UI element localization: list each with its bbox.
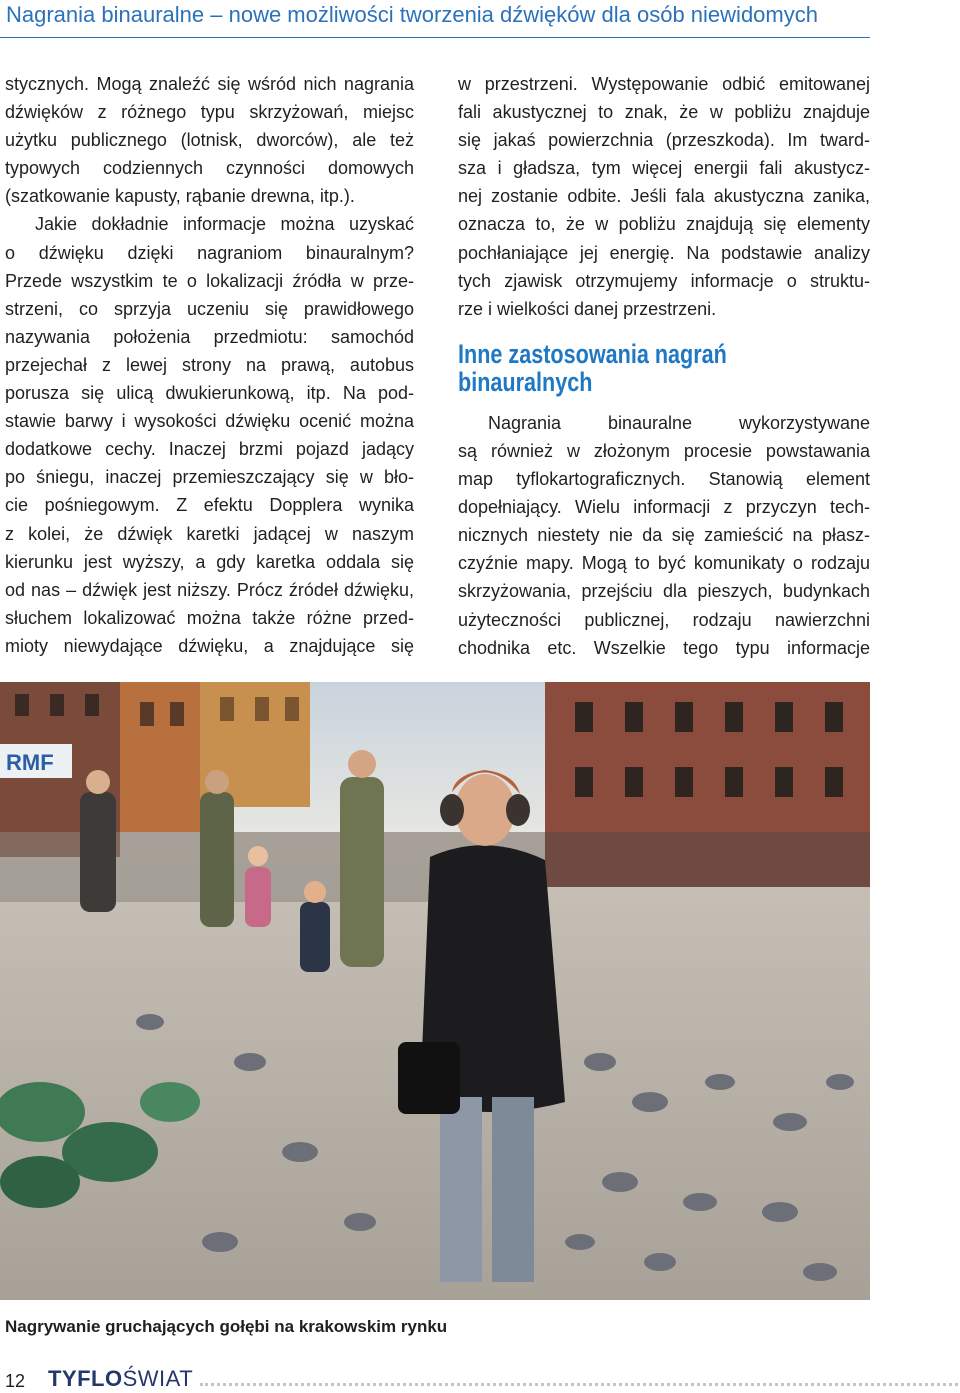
page-number: 12: [5, 1371, 26, 1391]
right-column: [458, 70, 870, 662]
text-line: mioty niewydające dźwięku, a znajdujące się: [5, 635, 414, 656]
text-line: strzeni, co sprzyja uczeniu się prawidłowego: [5, 298, 414, 319]
logo-light-part: ŚWIAT: [122, 1366, 194, 1391]
text-line: stycznych. Mogą znaleźć się wśród nich nagrania: [5, 74, 414, 94]
text-line: chodnika etc. Wszelkie tego typu informacje: [458, 637, 870, 658]
text-line: dodatkowe cechy. Inaczej brzmi pojazd jadący: [5, 439, 414, 460]
text-line: skrzyżowania, przejściu dla pieszych, budynkach: [458, 581, 870, 602]
magazine-logo: [48, 1366, 193, 1392]
text-line: dźwięków z różnego typu skrzyżowań, miejsc: [5, 102, 414, 123]
sign-text: RMF: [6, 750, 54, 775]
text-line: nicznych niestety nie da się zamieścić na płasz-: [458, 525, 870, 546]
text-line: tych zjawisk otrzymujemy informacje o struktu-: [458, 270, 870, 291]
text-line: od nas – dźwięk jest niższy. Prócz źródeł dźwięku,: [5, 579, 414, 600]
figure-caption: Nagrywanie gruchających gołębi na krakowskim rynku: [5, 1317, 448, 1336]
building-right: [545, 682, 870, 887]
section-heading-line: Inne zastosowania nagrań: [458, 338, 727, 369]
text-line: przejechał z lewej strony na prawą, autobus: [5, 354, 414, 375]
text-line: w przestrzeni. Występowanie odbić emitowanej: [458, 74, 870, 94]
left-column: [5, 70, 414, 660]
text-line: użyteczności publicznej, rodzaju nawierzchni: [458, 609, 870, 630]
text-line: Nagrania binauralne wykorzystywane: [488, 412, 870, 433]
text-line: nazywania położenia przedmiotu: samochód: [5, 326, 414, 347]
running-header: Nagrania binauralne – nowe możliwości tworzenia dźwięków dla osób niewidomych: [6, 2, 818, 27]
text-line: oznacza to, że w pobliżu znajdują się elementy: [458, 214, 870, 235]
text-line: z kolei, że dźwięk karetki jadącej w naszym: [5, 523, 414, 544]
text-line: są również w złożonym procesie powstawania: [458, 440, 870, 461]
text-line: fali akustycznej to znak, że w pobliżu znajduje: [458, 102, 870, 123]
text-line: użytku publicznego (lotnisk, dworców), ale też: [5, 130, 414, 151]
text-line: cie pośniegowym. Z efektu Dopplera wynika: [5, 495, 414, 516]
text-line: Przede wszystkim te o lokalizacji źródła w prze-: [5, 270, 414, 291]
section-heading: [458, 340, 788, 396]
footer-dotted-rule: [200, 1383, 958, 1386]
photo-market-square-pigeons: [0, 682, 870, 1300]
text-line: dopełniający. Wielu informacji z przyczyn tech-: [458, 497, 870, 518]
text-line: porusza się ulicą dwukierunkową, itp. Na pod-: [5, 383, 414, 404]
text-line: map tyflokartograficznych. Stanowią element: [458, 469, 870, 490]
logo-bold-part: TYFLO: [48, 1366, 123, 1391]
text-line: po śniegu, inaczej przemieszczający się w bło-: [5, 467, 414, 488]
rmf-sign: [0, 744, 72, 778]
text-line: czyźnie mapy. Mogą to być komunikaty o rodzaju: [458, 553, 870, 574]
text-line: słuchem lokalizować można także różne przed-: [5, 607, 414, 628]
text-line: kierunku jest wyższy, a gdy karetka oddala się: [5, 551, 414, 572]
text-line: Jakie dokładnie informacje można uzyskać: [35, 214, 414, 235]
text-line: stawie barwy i wysokości dźwięku ocenić można: [5, 411, 414, 432]
header-rule: [0, 37, 870, 38]
text-line: sza i gładsza, tym więcej energii fali akustycz-: [458, 158, 870, 179]
text-line: o dźwięku dzięki nagraniom binauralnym?: [5, 242, 414, 263]
section-heading-line: binauralnych: [458, 366, 593, 397]
text-line: (szatkowanie kapusty, rąbanie drewna, itp.).: [5, 186, 355, 207]
text-line: pochłaniające jej energię. Na podstawie analizy: [458, 242, 870, 263]
text-line: typowych codziennych czynności domowych: [5, 158, 414, 179]
text-line: rze i wielkości danej przestrzeni.: [458, 298, 717, 319]
text-line: nej zostanie odbite. Jeśli fala akustyczna zanika,: [458, 186, 870, 207]
text-line: się jakaś powierzchnia (przeszkoda). Im tward-: [458, 130, 870, 151]
